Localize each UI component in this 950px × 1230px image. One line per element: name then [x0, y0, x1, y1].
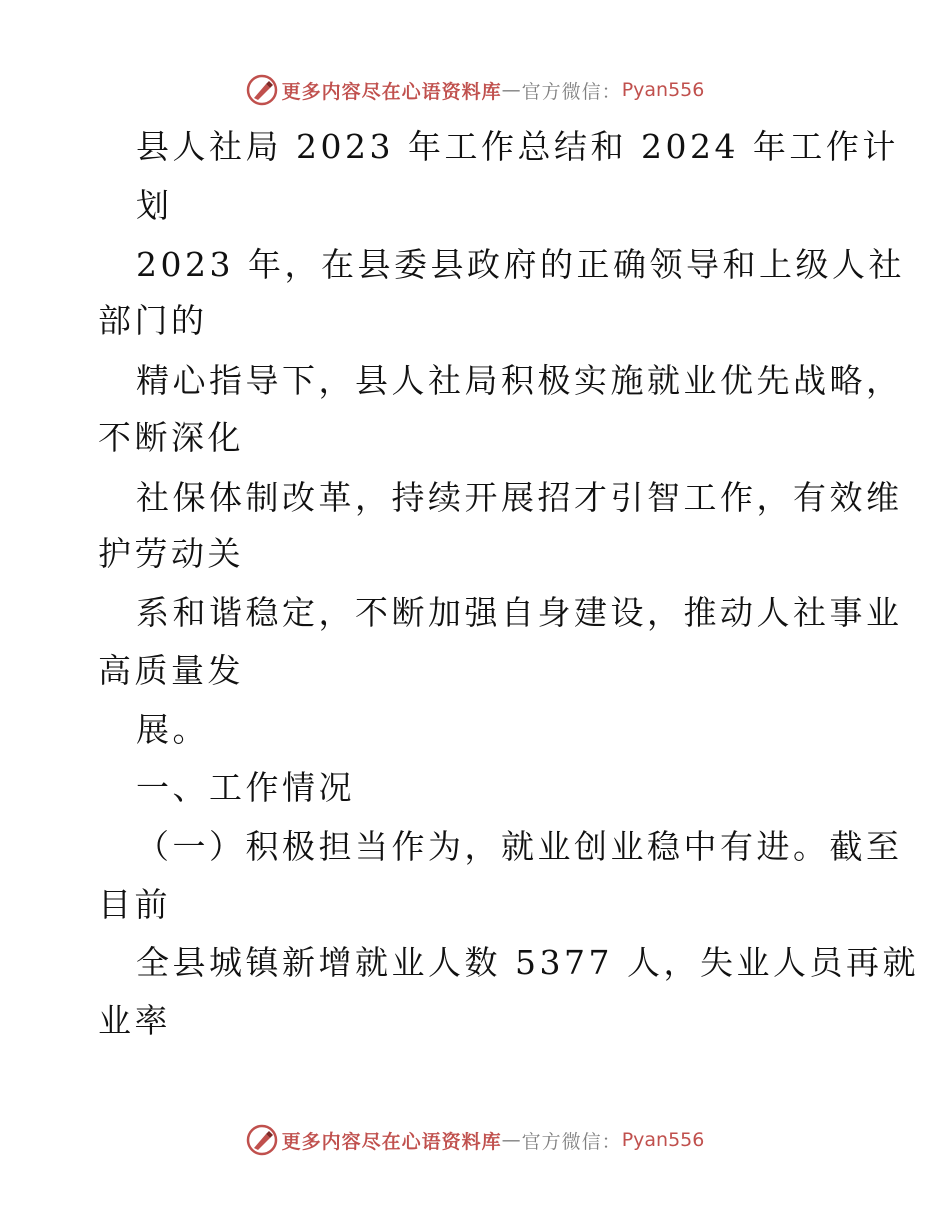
- text-line: 系和谐稳定，不断加强自身建设，推动人社事业: [136, 593, 903, 632]
- watermark-main-text: 更多内容尽在心语资料库: [281, 1130, 502, 1153]
- watermark-main-text: 更多内容尽在心语资料库: [281, 80, 502, 103]
- watermark-sub-text: 官方微信：: [521, 1130, 622, 1153]
- watermark-dash: —: [501, 1129, 522, 1151]
- text-line: 精心指导下，县人社局积极实施就业优先战略，: [136, 361, 903, 400]
- text-line: 社保体制改革，持续开展招才引智工作，有效维: [136, 478, 903, 517]
- pen-nib-logo-icon: [246, 1124, 278, 1156]
- document-title-continued: 划: [136, 186, 173, 225]
- text-line: 不断深化: [98, 418, 244, 457]
- text-line: 2023 年，在县委县政府的正确领导和上级人社: [136, 245, 905, 284]
- text-line: （一）积极担当作为，就业创业稳中有进。截至: [136, 827, 903, 866]
- text-line: 高质量发: [98, 651, 244, 690]
- footer-watermark: [0, 1120, 950, 1160]
- watermark-dash: —: [501, 79, 522, 101]
- watermark-wechat-id: Pyan556: [621, 79, 705, 101]
- text-line: 护劳动关: [98, 534, 244, 573]
- text-line: 部门的: [98, 301, 208, 340]
- section-heading: 一、工作情况: [136, 768, 355, 807]
- text-line: 业率: [98, 1001, 171, 1040]
- text-line: 目前: [98, 885, 171, 924]
- document-title: 县人社局 2023 年工作总结和 2024 年工作计: [136, 127, 899, 166]
- text-line: 全县城镇新增就业人数 5377 人，失业人员再就: [136, 943, 919, 982]
- watermark-sub-text: 官方微信：: [521, 80, 622, 103]
- header-watermark: [0, 70, 950, 110]
- pen-nib-logo-icon: [246, 74, 278, 106]
- text-line: 展。: [136, 710, 209, 749]
- watermark-wechat-id: Pyan556: [621, 1129, 705, 1151]
